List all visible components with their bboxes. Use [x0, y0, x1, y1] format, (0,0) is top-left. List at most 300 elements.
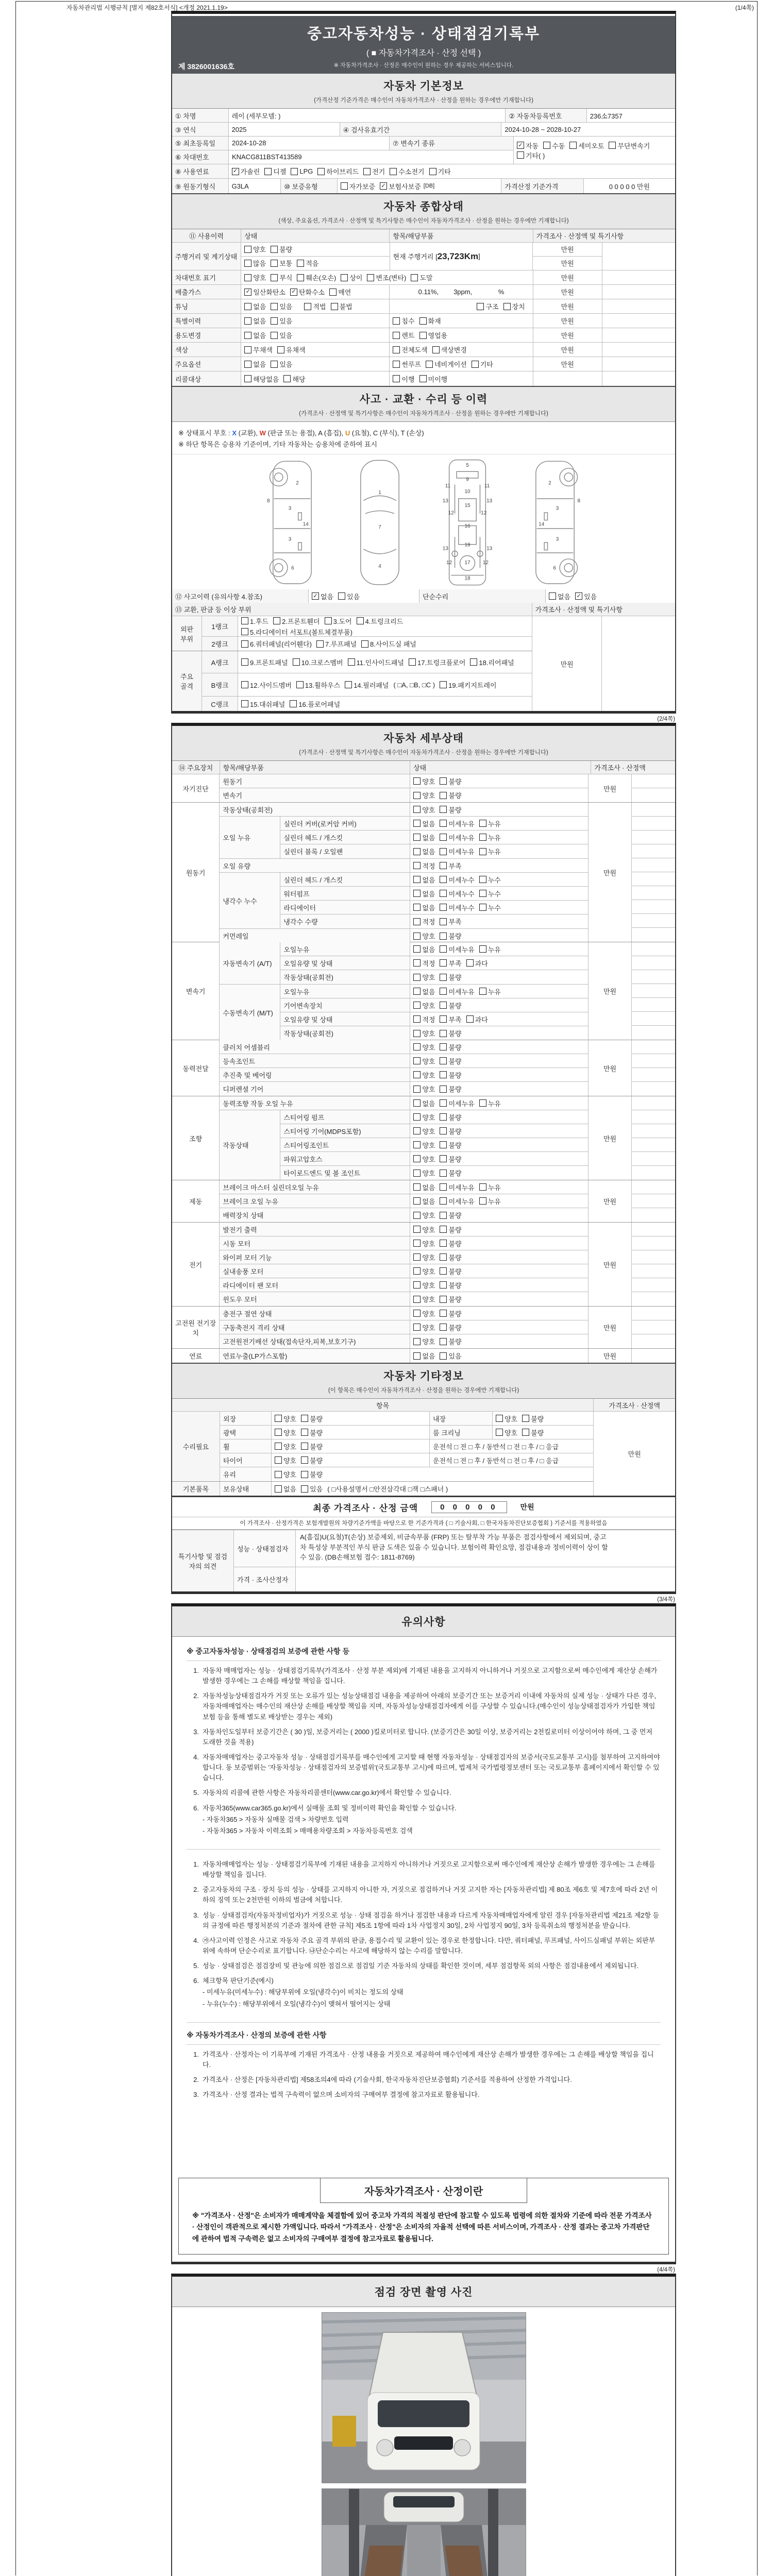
state-option: [440, 1252, 461, 1262]
state-option: [413, 1070, 435, 1080]
option-label: 불량: [448, 1281, 462, 1290]
state-option: [413, 861, 435, 871]
checkbox: [244, 361, 251, 368]
notice-item: 1. 가격조사 · 산정자는 이 기록부에 기재된 가격조사 · 산정 내용을 거짓으로 제공하여 매수인에게 재산상 손해가 발생한 경우에는 그 손해를 배상할 책임을 집니다.: [193, 2050, 654, 2069]
cell: [390, 343, 533, 357]
cell: 운전석 □ 전 □ 후 / 동반석 □ 전 □ 후 / □ 응급: [433, 1456, 559, 1465]
checkbox: [440, 777, 447, 785]
option-label: 미세누유: [448, 820, 475, 828]
table-row: [172, 109, 675, 123]
cell: 등속조인트: [220, 1054, 410, 1067]
sub-group-label: 수동변속기 (M/T): [220, 985, 280, 1040]
option-label: 누유: [488, 1099, 501, 1108]
checkbox: [301, 1456, 308, 1464]
state-option: [440, 1001, 461, 1010]
state-code-line: [178, 428, 670, 437]
cell: ⑬ 교환, 판금 등 이상 부위: [172, 603, 532, 616]
sub-group-label: 오일 누유: [220, 817, 280, 858]
state-option: [440, 1280, 461, 1290]
cell: 차대번호 표기: [172, 270, 241, 284]
opinion-author: 성능 · 상태점검자: [234, 1530, 296, 1567]
option-label: 보험사보증: [389, 182, 421, 191]
transmission-option: [609, 141, 650, 150]
option-label: 변조(변타): [376, 274, 407, 282]
inspector-opinion-table: 특기사항 및 점검자의 의견 성능 · 상태점검자 A(흠집)U(요철)T(손상) 보증제외, 비금속부품 (FRP) 또는 탈부착 가능 부품은 점검사항에서 제외되며, 중고차 특성상 부분적인 부식 판금 도색은 있을 수 있습니다. 보험이력 확인요망, 점검내용과 정비이력이 상이 할 수 있음. (DB손해보험 접수: 1811-8769) 가격 · 조사산정자: [172, 1530, 675, 1591]
option-label: 있음: [584, 592, 597, 601]
checkbox: [549, 592, 556, 600]
transmission-option: [543, 141, 565, 150]
notice-body: [172, 1637, 675, 2170]
section-basic-info-header: [172, 74, 675, 109]
checkbox: [275, 1429, 282, 1436]
checkbox: [440, 1002, 447, 1009]
option-label: 가솔린: [240, 168, 260, 176]
checkbox: [440, 959, 447, 967]
state-option: [440, 1182, 474, 1192]
panel-item: [357, 616, 404, 626]
cell: ① 차명: [172, 109, 229, 122]
cell: [272, 1412, 430, 1425]
panel-item: [273, 616, 320, 626]
checkbox: [413, 1183, 421, 1191]
cell: 휠: [220, 1439, 272, 1453]
final-price-label: 최종 가격조사 · 산정 금액: [313, 1503, 418, 1513]
checkbox: [440, 988, 447, 995]
checkbox: [338, 592, 345, 600]
cell: 0.11%, 3ppm, %: [390, 285, 533, 299]
open-hood: [369, 2332, 477, 2395]
section-photos-header: [172, 2277, 675, 2307]
checkbox: [479, 1183, 486, 1191]
panel-number: 1: [378, 489, 381, 496]
state-option: [413, 1351, 435, 1361]
section-accident-header: [172, 386, 675, 422]
form-box-4: [171, 2274, 676, 2576]
exchange-rank-table: ⑬ 교환, 판금 등 이상 부위 가격조사 · 산정액 및 특기사항 외판부위 1랭크 1.후드 2.프론트휀더 3.도어 4.트렁크리드 5.라디에이터 서포트(볼트체결부품) 2랭크 6.쿼터패널(리어휀다) 7.루프패널 8.사이드실 패널 주요골격 A랭크 9.프론트패널 10.크로스멤버 11.인사이드패널 17.트렁크플로어 18.리어패널 B랭크 12.사이드멤버 13.휠하우스 14.필러패널 ( □A, □B, □C ) 19.패키지트레이 C랭크 15.대쉬패널 16.플로어패널 만원: [172, 603, 675, 711]
option-label: 불량: [448, 1141, 462, 1149]
checkbox: [390, 168, 397, 175]
price-cell: 만원: [589, 1223, 631, 1306]
option-label: 불량: [448, 1113, 462, 1122]
state-option: [413, 1196, 435, 1206]
cell: [410, 1166, 588, 1180]
option-label: 불량: [448, 1212, 462, 1219]
panel-number: 14: [539, 521, 545, 528]
checkbox: [477, 303, 484, 310]
device-label: 조향: [172, 1096, 220, 1180]
option-label: 양호: [283, 1471, 297, 1479]
state-option: [440, 819, 474, 828]
legend-part: (손상): [405, 429, 424, 437]
state-option: [283, 374, 305, 384]
option-label: 있음: [279, 303, 293, 311]
cell: 라디에이터: [280, 901, 410, 914]
option-label: 누유: [488, 848, 501, 856]
transmission-option: [517, 150, 545, 160]
comprehensive-state-table: [172, 229, 675, 386]
cell: [390, 299, 533, 313]
table-row: [172, 314, 675, 328]
state-option: [440, 1084, 461, 1094]
checkbox: [432, 346, 440, 353]
panel-item: [241, 657, 288, 667]
option-label: 훼손(오손): [306, 274, 337, 282]
option-label: 하이브리드: [326, 168, 359, 176]
item-option: [419, 374, 448, 384]
checkbox: [426, 361, 433, 368]
cell: [410, 1334, 588, 1348]
cell: [410, 859, 588, 872]
cell: 광택: [220, 1426, 272, 1439]
checkbox: [440, 1352, 447, 1360]
table-row: [172, 179, 675, 193]
state-option: [413, 987, 435, 996]
state-option: [413, 1014, 435, 1024]
document-note: ※ 자동차가격조사 · 산정은 매수인이 원하는 경우 제공하는 서비스입니다.: [333, 62, 514, 69]
form-box-2: [171, 723, 676, 1594]
checkbox: [331, 303, 338, 310]
opinion-author: 가격 · 조사산정자: [234, 1567, 296, 1591]
legend-part: (부식),: [378, 429, 401, 437]
section-title: 유의사항: [401, 1616, 446, 1628]
panel-number: 6: [291, 565, 294, 571]
state-option: [440, 1056, 461, 1066]
option-label: 부족: [448, 918, 462, 926]
option-label: 불량: [448, 1226, 462, 1234]
opinion-text: [296, 1567, 614, 1591]
option-label: 양호: [422, 1296, 435, 1303]
checkbox: [244, 346, 251, 353]
cell: [410, 998, 588, 1012]
cell: 오일유량 및 상태: [280, 956, 410, 970]
option-label: 미세누수: [448, 890, 475, 898]
state-option: [244, 316, 266, 326]
fuel-option: [390, 166, 424, 176]
cell: [410, 970, 588, 984]
option-label: 디젤: [273, 168, 287, 176]
checkbox: ✓: [517, 142, 524, 149]
cell: 만원: [533, 299, 602, 313]
state-option: [304, 301, 326, 311]
repair-state: [275, 1455, 296, 1465]
panel-number: 17: [464, 560, 470, 566]
price-survey-info-box: [178, 2178, 669, 2255]
cell: 튜닝: [172, 299, 241, 313]
option-label: 적음: [306, 260, 319, 268]
state-option: [413, 1001, 435, 1010]
car-diagram-top: [345, 457, 415, 588]
option-label: 11.인사이드패널: [356, 658, 404, 667]
state-option: [244, 273, 266, 282]
fuel-option: [429, 166, 451, 176]
checkbox: [440, 848, 447, 855]
cell: 용도변경: [172, 328, 241, 342]
panel-number: 15: [464, 503, 470, 509]
cell: 만원: [533, 285, 602, 299]
state-option: [440, 944, 474, 954]
state-option: [440, 1154, 461, 1164]
cell: [410, 1236, 588, 1250]
checkbox: [440, 1310, 447, 1317]
section-title: 자동차 기타정보: [383, 1370, 464, 1382]
notice-item: 2. 중고자동차의 구조 · 장치 등의 성능 · 상태를 고지하지 아니한 자, 거짓으로 점검하거나 거짓 고지한 자는 [자동차관리법] 제 80조 제6호 및 제7호에 따라 2년 이하의 징역 또는 2천만원 이하의 벌금에 처합니다.: [193, 1886, 658, 1904]
panel-number: 14: [303, 521, 309, 528]
cell: 실린더 블록 / 오일팬: [280, 844, 410, 858]
item-option: [393, 374, 414, 384]
checkbox: [393, 361, 400, 368]
mileage-state: [244, 244, 266, 254]
state-option: [440, 1042, 461, 1052]
state-option: [440, 903, 474, 912]
panel-number: 4: [378, 564, 381, 570]
checkbox: ✓: [232, 168, 239, 175]
option-label: 전기: [372, 168, 385, 176]
option-label: 17.트렁크플로어: [417, 658, 466, 667]
price-cell: 만원: [589, 1180, 631, 1222]
notice-item: 4. 자동차매매업자는 중고자동차 성능 · 상태점검기록부를 매수인에게 고지할 때 현행 자동차성능 · 상태점검자의 보증서(국토교통부 고시)를 첨부하여 고지하여야 합니다. 동 보증범위는 '자동차성능 · 상태점검자의 보증범위'(국토교통부 고시)에 따르며, 법제처 국가법령정보센터 또는 국토교통부 홈페이지에서 확인할 수 있습니다.: [193, 1753, 660, 1782]
option-label: 해당: [292, 375, 306, 383]
cell: [410, 844, 588, 858]
option-label: 없음: [422, 890, 435, 898]
option-label: 양호: [505, 1415, 518, 1423]
panel-number: 8: [577, 498, 581, 504]
cell: [410, 1320, 588, 1334]
option-label: 보통: [279, 260, 293, 268]
cell: 색상: [172, 343, 241, 357]
fuel-option: [291, 167, 313, 175]
cell: 가격산정 기준가격: [501, 179, 583, 193]
checkbox: [517, 151, 524, 159]
panel-number: 2: [548, 480, 551, 486]
state-option: [271, 359, 292, 369]
option-label: ( □A, □B, □C ): [393, 681, 435, 689]
option-label: 전체도색: [401, 346, 428, 354]
cell: ⑧ 사용연료: [172, 164, 229, 178]
checkbox: [440, 1155, 447, 1162]
price-cell: 만원: [589, 803, 631, 942]
option-label: 양호: [422, 1281, 435, 1290]
device-label: 자기진단: [172, 774, 220, 802]
state-option: [440, 805, 461, 815]
item-option: [393, 359, 421, 369]
basic-item-option: [275, 1484, 296, 1494]
cell: [410, 914, 588, 928]
checkbox: [413, 945, 421, 953]
state-option: [271, 273, 292, 282]
checkbox: [413, 988, 421, 995]
checkbox: [479, 890, 486, 897]
cell: 오일누유: [280, 985, 410, 998]
cell: [410, 942, 588, 956]
option-label: 미세누유: [448, 834, 475, 842]
notice-item: 2. 가격조사 · 산정은 [자동차관리법] 제58조의4에 따라 (기술사회, 한국자동차진단보증협회) 기준서를 적용하여 산정한 가격입니다.: [193, 2075, 572, 2083]
cell: ⑤ 최초등록일: [172, 137, 229, 150]
item-option: [393, 330, 414, 340]
price-cell: 만원: [628, 1450, 641, 1458]
checkbox: [275, 1456, 282, 1464]
option-label: 14.필러패널: [354, 681, 389, 689]
option-label: 누수: [488, 890, 501, 898]
repair-state: [496, 1414, 517, 1423]
checkbox: [301, 1429, 308, 1436]
option-label: 없음: [422, 1352, 435, 1360]
checkbox: [273, 617, 280, 624]
form-box-1: [171, 11, 676, 714]
accident-option: [338, 591, 360, 601]
item-option: [426, 359, 467, 369]
cell: [410, 803, 588, 816]
checkbox: [413, 1086, 421, 1093]
final-price-note: 이 가격조사 · 산정가격은 보험개발원의 차량기준가액을 바탕으로 한 기준가격과 ( □ 기술사회, □ 한국자동차진단보증협회 ) 기준서를 적용하였음: [172, 1517, 675, 1530]
document-subtitle: ( ■ 자동차가격조사 · 산정 선택 ): [366, 49, 481, 58]
option-label: 탄화수소: [299, 289, 325, 296]
cell: [493, 1412, 591, 1425]
panel-item: [316, 639, 357, 649]
checkbox: [244, 246, 251, 253]
checkbox: [271, 303, 278, 310]
cell: [410, 1278, 588, 1292]
option-label: 불량: [310, 1429, 323, 1437]
option-label: 불량: [448, 777, 462, 786]
item-option: [432, 345, 467, 354]
cell: [410, 873, 588, 886]
legend-part: T: [400, 429, 405, 437]
option-label: 상이: [349, 274, 363, 282]
cell: [410, 788, 588, 802]
option-label: 누수: [488, 876, 501, 884]
legend-part: (흠집),: [322, 429, 345, 437]
cell: [390, 357, 533, 371]
checkbox: [413, 1043, 421, 1050]
cell: 실린더 헤드 / 개스킷: [280, 873, 410, 886]
state-option: [413, 917, 435, 926]
cell: 스티어링 기어(MDPS포함): [280, 1124, 410, 1138]
checkbox: [413, 1240, 421, 1247]
final-price-unit: 만원: [520, 1503, 534, 1511]
checkbox: [440, 1324, 447, 1331]
car-panel-diagrams: [172, 454, 675, 589]
checkbox: [271, 317, 278, 325]
checkbox: [409, 658, 416, 666]
repair-state: [275, 1428, 296, 1437]
cell: 만원: [533, 314, 602, 328]
price-cell: 만원: [589, 942, 631, 1040]
checkbox: [411, 274, 418, 281]
cell: [410, 774, 588, 788]
cell: G3LA: [229, 179, 281, 193]
repair-state: [301, 1469, 323, 1479]
table-row: [172, 270, 675, 285]
state-option: [244, 359, 266, 369]
cell: 외장: [220, 1412, 272, 1425]
checkbox: [440, 1197, 447, 1205]
checkbox: [479, 904, 486, 911]
cell: 2024-10-28: [229, 137, 390, 150]
option-label: 침수: [401, 317, 415, 325]
section-title: 자동차 세부상태: [383, 733, 464, 744]
fuel-option: [232, 166, 260, 176]
option-label: 미이행: [428, 375, 448, 383]
cell: [272, 1467, 591, 1481]
cell: 냉각수 수량: [280, 914, 410, 928]
cell: 만원: [533, 343, 602, 357]
checkbox: [363, 168, 371, 175]
option-label: 누수: [488, 904, 501, 912]
checkbox: ✓: [380, 182, 387, 190]
cell: 항목/해당부품: [220, 761, 410, 774]
mileage-amount: [244, 258, 266, 268]
checkbox: [241, 628, 248, 635]
state-option: [290, 287, 325, 297]
option-label: 양호: [422, 777, 435, 786]
checkbox: [275, 1485, 282, 1493]
option-label: 양호: [422, 1030, 435, 1038]
option-label: 자가보증: [349, 182, 375, 191]
state-option: [413, 1182, 435, 1192]
checkbox: [413, 1226, 421, 1233]
cell: [241, 357, 390, 371]
cell: 고전원전기배선 상태(접속단자,피복,보호기구): [220, 1334, 410, 1348]
panel-item: [241, 639, 312, 649]
price-survey-info-title: 자동차가격조사 · 산정이란: [320, 2178, 527, 2203]
section-detail-header: [172, 726, 675, 761]
table-row: 주행거리 및 계기상태 양호 불량 많음 보통 적음 현재 주행거리 [ 23,723Km ] 만원 만원: [172, 243, 675, 270]
option-label: 없음: [422, 945, 435, 954]
option-label: 불법: [339, 303, 352, 311]
device-label: 전기: [172, 1223, 220, 1306]
section-title: 점검 장면 촬영 사진: [374, 2286, 473, 2298]
checkbox: [264, 168, 272, 175]
checkbox: [271, 246, 278, 253]
checkbox: [479, 988, 486, 995]
checkbox: [429, 168, 436, 175]
option-label: 불량: [310, 1471, 323, 1479]
checkbox: [277, 346, 284, 353]
checkbox: [271, 274, 278, 281]
checkbox: [296, 681, 304, 688]
panel-number: 13: [486, 546, 493, 552]
option-label: 불량: [448, 1043, 462, 1052]
state-option: [413, 1309, 435, 1318]
checkbox: ✓: [290, 289, 297, 296]
table-row: [172, 589, 675, 603]
panel-number: 7: [378, 524, 381, 530]
option-label: 불량: [448, 1057, 462, 1065]
panel-item: [440, 680, 496, 690]
state-option: [271, 316, 292, 326]
option-label: 불량: [448, 1002, 462, 1010]
checkbox: [609, 142, 616, 149]
section-subtitle: (가격조사 · 산정액 및 특기사항은 매수인이 자동차가격조사 · 산정을 원하는 경우에만 기재합니다): [299, 750, 548, 756]
option-label: 불량: [531, 1415, 544, 1423]
state-option: [440, 1309, 461, 1318]
cell: 만원: [533, 357, 602, 371]
inspection-photo-hood-open: [322, 2312, 526, 2483]
cell: A랭크: [202, 651, 238, 673]
option-label: 10.크로스멤버: [301, 658, 343, 667]
mileage-amount: [297, 258, 318, 268]
table-row: [172, 137, 675, 164]
state-option: [440, 1126, 461, 1136]
cell: 운전석 □ 전 □ 후 / 동반석 □ 전 □ 후 / □ 응급: [433, 1443, 559, 1451]
state-option: [440, 1210, 461, 1220]
option-label: LPG: [299, 167, 313, 175]
repair-state: [301, 1414, 323, 1423]
cell: [602, 328, 675, 342]
panel-number: 16: [464, 523, 470, 530]
cell: 브레이크 마스터 실린더오일 누유: [220, 1180, 410, 1194]
cell: [410, 1138, 588, 1151]
